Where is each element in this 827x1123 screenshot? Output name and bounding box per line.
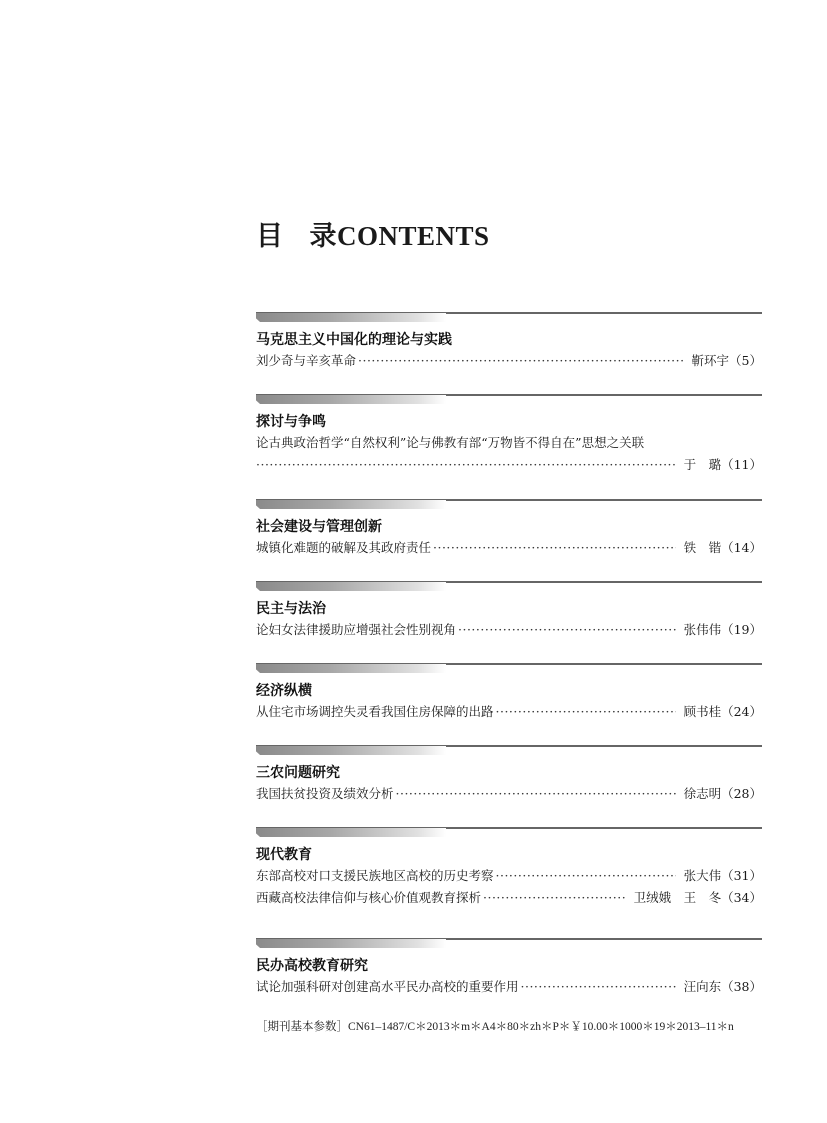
toc-entry[interactable] <box>256 619 762 641</box>
section-divider <box>256 581 762 593</box>
entry-page: （11） <box>721 457 762 472</box>
section-divider <box>256 663 762 675</box>
entry-author: 张大伟 <box>683 868 722 883</box>
toc-section <box>256 499 762 559</box>
section-heading: 民主与法治 <box>256 601 326 617</box>
leader-dots <box>358 350 684 372</box>
toc-entry[interactable] <box>256 432 762 454</box>
title-cn-lu: 录 <box>309 221 337 251</box>
entry-title: 城镇化难题的破解及其政府责任 <box>256 540 432 555</box>
leader-dots <box>496 701 676 723</box>
toc-entry[interactable] <box>256 783 762 805</box>
entry-title: 刘少奇与辛亥革命 <box>256 353 357 368</box>
toc-entry[interactable] <box>256 887 762 909</box>
title-en: CONTENTS <box>337 221 490 251</box>
entry-author: 顾书桂 <box>683 704 722 719</box>
section-heading: 现代教育 <box>256 847 312 863</box>
entry-page: （24） <box>721 704 762 719</box>
toc-section <box>256 581 762 641</box>
entry-page: （14） <box>721 540 762 555</box>
leader-dots <box>433 537 676 559</box>
entry-page: （38） <box>721 979 762 994</box>
section-divider <box>256 827 762 839</box>
toc-section <box>256 312 762 372</box>
leader-dots <box>458 619 676 641</box>
leader-dots <box>256 454 676 476</box>
entry-author: 靳环宇 <box>691 353 730 368</box>
entry-page: （19） <box>721 622 762 637</box>
entry-author: 张伟伟 <box>683 622 722 637</box>
entry-title: 论妇女法律援助应增强社会性别视角 <box>256 622 457 637</box>
toc-section <box>256 827 762 909</box>
section-divider <box>256 938 762 950</box>
toc-section <box>256 938 762 998</box>
section-divider <box>256 499 762 511</box>
leader-dots <box>396 783 676 805</box>
section-divider <box>256 745 762 757</box>
section-heading: 三农问题研究 <box>256 765 340 781</box>
leader-dots <box>496 865 676 887</box>
title-cn-mu: 目 <box>256 221 284 251</box>
page-title <box>256 214 490 253</box>
entry-author: 铁 锴 <box>683 540 722 555</box>
leader-dots <box>521 976 676 998</box>
toc-section <box>256 394 762 476</box>
section-heading: 经济纵横 <box>256 683 312 699</box>
entry-page: （31） <box>721 868 762 883</box>
journal-parameters: ［期刊基本参数］CN61–1487/C＊2013＊m＊A4＊80＊zh＊P＊￥10.00＊1000＊19＊2013–11＊n <box>256 1021 734 1033</box>
entry-title: 试论加强科研对创建高水平民办高校的重要作用 <box>256 979 519 994</box>
section-heading: 民办高校教育研究 <box>256 958 368 974</box>
entry-page: （5） <box>729 353 762 368</box>
section-divider <box>256 312 762 324</box>
section-heading: 马克思主义中国化的理论与实践 <box>256 332 452 348</box>
toc-section <box>256 663 762 723</box>
toc-entry-continuation <box>256 454 762 476</box>
toc-section <box>256 745 762 805</box>
entry-title: 东部高校对口支援民族地区高校的历史考察 <box>256 868 494 883</box>
entry-title: 西藏高校法律信仰与核心价值观教育探析 <box>256 890 482 905</box>
entry-title: 从住宅市场调控失灵看我国住房保障的出路 <box>256 704 494 719</box>
entry-author: 徐志明 <box>683 786 722 801</box>
toc-entry[interactable] <box>256 701 762 723</box>
section-heading: 社会建设与管理创新 <box>256 519 382 535</box>
leader-dots <box>483 887 626 909</box>
toc-entry[interactable] <box>256 976 762 998</box>
section-divider <box>256 394 762 406</box>
entry-page: （28） <box>721 786 762 801</box>
toc-entry[interactable] <box>256 537 762 559</box>
entry-author: 汪向东 <box>683 979 722 994</box>
entry-author: 于 璐 <box>683 457 722 472</box>
toc-entry[interactable] <box>256 350 762 372</box>
toc-entry[interactable] <box>256 865 762 887</box>
entry-page: （34） <box>721 890 762 905</box>
entry-title: 论古典政治哲学“自然权利”论与佛教有部“万物皆不得自在”思想之关联 <box>256 435 645 450</box>
entry-title: 我国扶贫投资及绩效分析 <box>256 786 394 801</box>
entry-author: 卫绒娥 王 冬 <box>633 890 722 905</box>
section-heading: 探讨与争鸣 <box>256 414 326 430</box>
